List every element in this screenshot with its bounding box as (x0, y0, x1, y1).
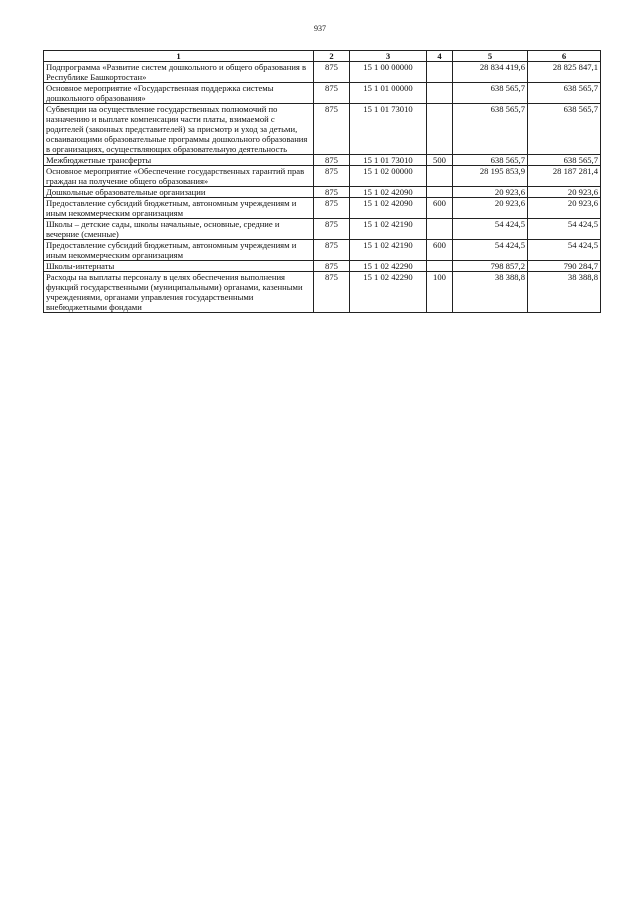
row-admin-code: 875 (314, 198, 350, 219)
column-header-3: 3 (350, 51, 427, 62)
row-admin-code: 875 (314, 261, 350, 272)
row-amount-year-2: 54 424,5 (528, 240, 601, 261)
table-row (44, 166, 601, 187)
row-name: Межбюджетные трансферты (44, 155, 314, 166)
row-admin-code: 875 (314, 240, 350, 261)
row-expense-type (427, 261, 453, 272)
row-name: Расходы на выплаты персоналу в целях обеспечения выполнения функций государственными (муниципальными) органами, казенными учреждениями, органами управления государственными внебюджетными фондами (44, 272, 314, 313)
row-target-code: 15 1 02 00000 (350, 166, 427, 187)
row-amount-year-1: 54 424,5 (453, 219, 528, 240)
row-amount-year-2: 638 565,7 (528, 104, 601, 155)
row-name: Подпрограмма «Развитие систем дошкольного и общего образования в Республике Башкортостан» (44, 62, 314, 83)
table-row (44, 104, 601, 155)
row-amount-year-2: 638 565,7 (528, 155, 601, 166)
column-header-1: 1 (44, 51, 314, 62)
row-amount-year-2: 790 284,7 (528, 261, 601, 272)
row-name: Предоставление субсидий бюджетным, автономным учреждениям и иным некоммерческим организациям (44, 240, 314, 261)
row-amount-year-2: 20 923,6 (528, 198, 601, 219)
row-admin-code: 875 (314, 83, 350, 104)
row-expense-type (427, 219, 453, 240)
row-name: Основное мероприятие «Обеспечение государственных гарантий прав граждан на получение общего образования» (44, 166, 314, 187)
row-amount-year-1: 638 565,7 (453, 155, 528, 166)
row-amount-year-1: 20 923,6 (453, 187, 528, 198)
row-admin-code: 875 (314, 272, 350, 313)
table-row (44, 219, 601, 240)
row-amount-year-1: 798 857,2 (453, 261, 528, 272)
row-amount-year-1: 638 565,7 (453, 104, 528, 155)
row-expense-type: 600 (427, 240, 453, 261)
column-header-5: 5 (453, 51, 528, 62)
row-target-code: 15 1 01 73010 (350, 104, 427, 155)
table-row (44, 272, 601, 313)
row-amount-year-2: 20 923,6 (528, 187, 601, 198)
row-target-code: 15 1 02 42290 (350, 272, 427, 313)
row-target-code: 15 1 01 00000 (350, 83, 427, 104)
row-expense-type (427, 83, 453, 104)
row-target-code: 15 1 02 42290 (350, 261, 427, 272)
row-name: Субвенции на осуществление государственных полномочий по назначению и выплате компенсации части платы, взимаемой с родителей (законных представителей) за присмотр и уход за детьми, осваивающими образовательные программы дошкольного образования в организациях, осуществляющих образовательную деятельность (44, 104, 314, 155)
row-admin-code: 875 (314, 187, 350, 198)
row-amount-year-1: 638 565,7 (453, 83, 528, 104)
table-row (44, 261, 601, 272)
table-row (44, 155, 601, 166)
row-amount-year-1: 20 923,6 (453, 198, 528, 219)
row-name: Дошкольные образовательные организации (44, 187, 314, 198)
row-expense-type: 100 (427, 272, 453, 313)
row-amount-year-2: 54 424,5 (528, 219, 601, 240)
row-amount-year-2: 28 187 281,4 (528, 166, 601, 187)
row-target-code: 15 1 00 00000 (350, 62, 427, 83)
budget-table (43, 50, 601, 313)
table-row (44, 187, 601, 198)
table-row (44, 83, 601, 104)
row-name: Основное мероприятие «Государственная поддержка системы дошкольного образования» (44, 83, 314, 104)
row-expense-type (427, 104, 453, 155)
row-admin-code: 875 (314, 166, 350, 187)
row-expense-type (427, 187, 453, 198)
row-admin-code: 875 (314, 219, 350, 240)
row-amount-year-1: 38 388,8 (453, 272, 528, 313)
row-expense-type (427, 166, 453, 187)
row-target-code: 15 1 02 42190 (350, 219, 427, 240)
row-admin-code: 875 (314, 155, 350, 166)
row-amount-year-1: 28 834 419,6 (453, 62, 528, 83)
table-row (44, 62, 601, 83)
row-admin-code: 875 (314, 104, 350, 155)
row-name: Школы – детские сады, школы начальные, основные, средние и вечерние (сменные) (44, 219, 314, 240)
column-header-4: 4 (427, 51, 453, 62)
table-row (44, 198, 601, 219)
table-row (44, 240, 601, 261)
row-amount-year-2: 638 565,7 (528, 83, 601, 104)
row-target-code: 15 1 02 42190 (350, 240, 427, 261)
column-header-6: 6 (528, 51, 601, 62)
table-header-row (44, 51, 601, 62)
row-amount-year-1: 28 195 853,9 (453, 166, 528, 187)
row-expense-type: 500 (427, 155, 453, 166)
row-expense-type: 600 (427, 198, 453, 219)
row-amount-year-2: 28 825 847,1 (528, 62, 601, 83)
row-amount-year-2: 38 388,8 (528, 272, 601, 313)
row-target-code: 15 1 02 42090 (350, 187, 427, 198)
row-name: Предоставление субсидий бюджетным, автономным учреждениям и иным некоммерческим организациям (44, 198, 314, 219)
row-admin-code: 875 (314, 62, 350, 83)
row-amount-year-1: 54 424,5 (453, 240, 528, 261)
row-target-code: 15 1 01 73010 (350, 155, 427, 166)
row-expense-type (427, 62, 453, 83)
column-header-2: 2 (314, 51, 350, 62)
page-number: 937 (314, 24, 326, 33)
row-target-code: 15 1 02 42090 (350, 198, 427, 219)
row-name: Школы-интернаты (44, 261, 314, 272)
